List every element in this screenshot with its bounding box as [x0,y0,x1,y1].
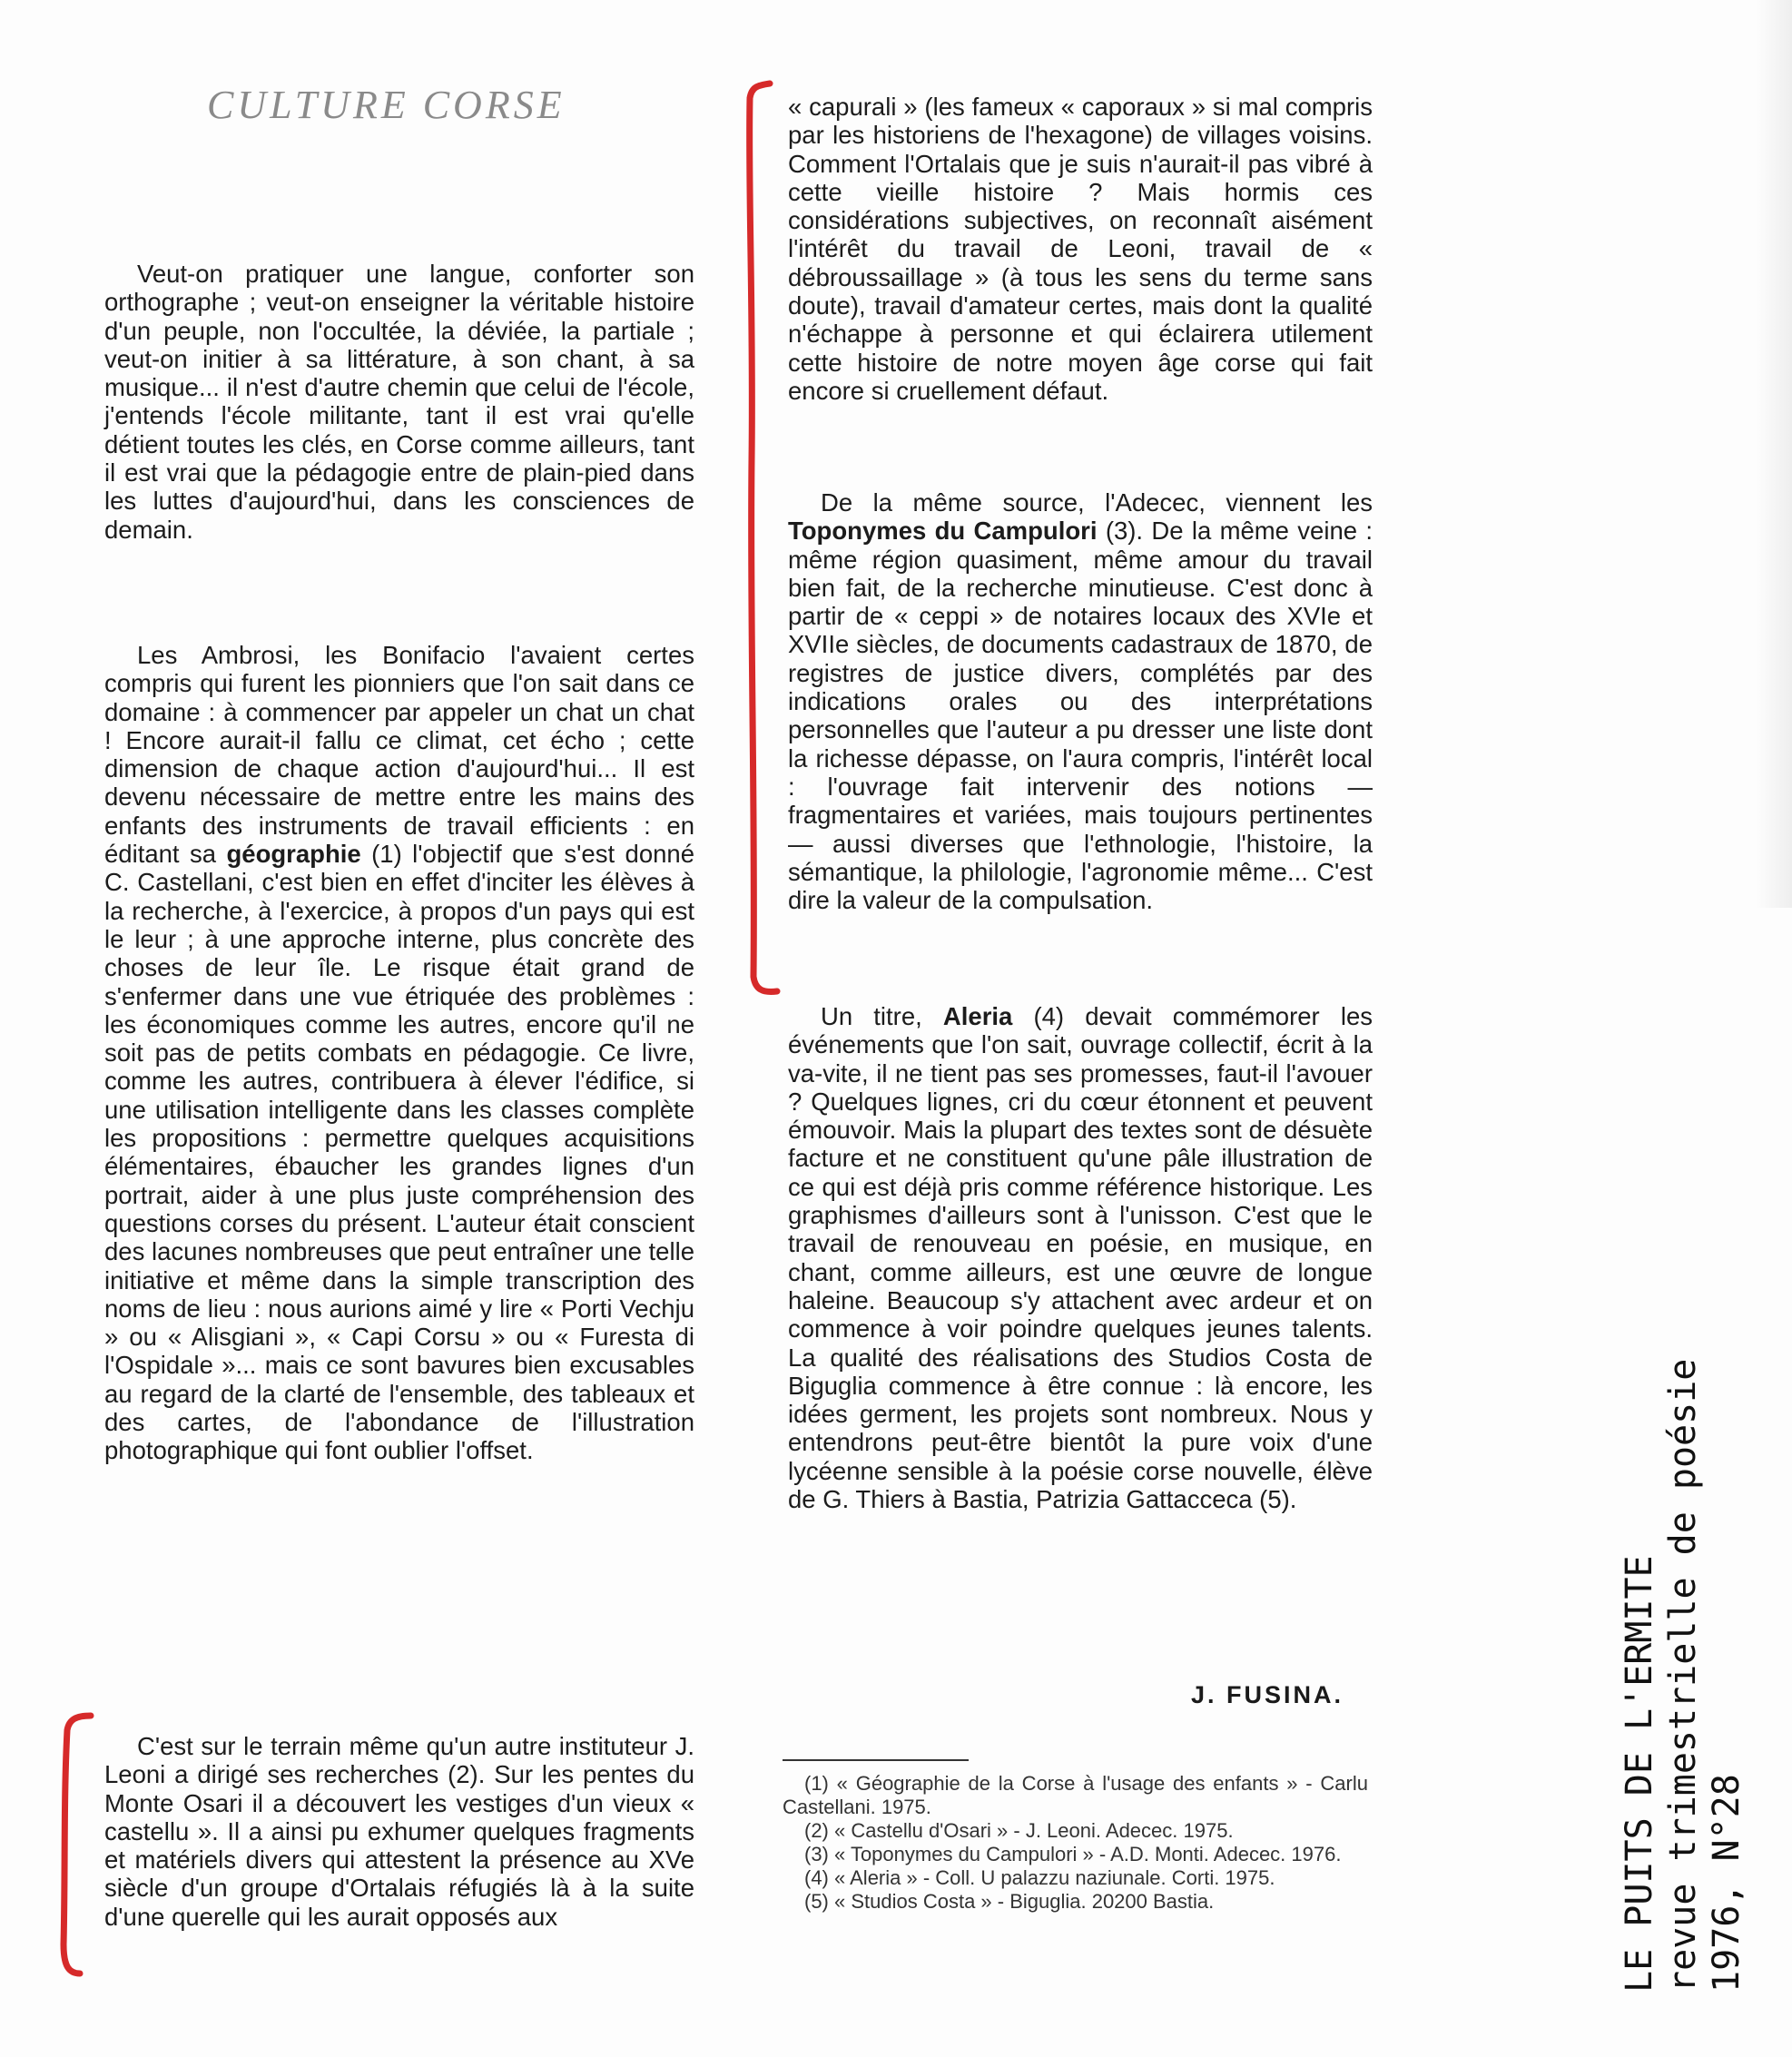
paragraph-text-end: (1) l'objectif que s'est donné C. Castellani, c'est bien en effet d'inciter les élèves à la recherche, à l'exercice, à propos d'un pays qui est le leur ; à une approche interne, plus concrète des choses de leur île. Le risque était grand de s'enfermer dans une vue étriquée des problèmes : les économiques comme les autres, encore qu'il ne soit pas de petits combats en pédagogie. Ce livre, comme les autres, contribuera à élever l'édifice, si une utilisation intelligente dans les classes complète les propositions : permettre quelques acquisitions élémentaires, ébaucher les grandes lignes d'un portrait, aider à une plus juste compréhension des questions corses du présent. L'auteur était conscient des lacunes nombreuses que peut entraîner une telle initiative et même dans la simple transcription des noms de lieu : nous aurions aimé y lire « Porti Vechju » ou « Alisgiani », « Capi Corsu » ou « Furesta di l'Ospidale »... mais ce sont bavures bien excusables au regard de la clarté de l'ensemble, des tableaux et des cartes, de l'abondance de l'illustration photographique qui font oublier l'offset. [104,840,694,1465]
author-signature: J. FUSINA. [1190,1681,1344,1708]
red-marker-bracket-right-column [735,78,781,1004]
left-column-paragraph-1 [104,260,694,544]
footnote-rule [783,1759,969,1761]
caption-line-3: 1976, N°28 [1706,1774,1748,1993]
scan-edge-shadow [1756,0,1792,908]
paragraph-text: C'est sur le terrain même qu'un autre instituteur J. Leoni a dirigé ses recherches (2). Sur les pentes du Monte Osari il a découvert les vestiges d'un vieux « castellu ». Il a ainsi pu exhumer quelques fragments et matériels divers qui attestent la présence au XVe siècle d'un groupe d'Ortalais réfugiés là à la suite d'une querelle qui les aurait opposés aux [104,1732,694,1931]
right-column-paragraph-3 [788,1002,1373,1513]
book-title-geographie: géographie [226,840,361,869]
caption-line-1: LE PUITS DE L'ERMITE [1619,1555,1660,1993]
paragraph-text-start: De la même source, l'Adecec, viennent les [821,488,1373,517]
footnote-3: (3) « Toponymes du Campulori » - A.D. Monti. Adecec. 1976. [804,1843,1342,1865]
left-column-paragraph-2 [104,641,694,1465]
book-title-toponymes: Toponymes du Campulori [788,517,1098,546]
paragraph-text-end: (4) devait commémorer les événements que l'on sait, ouvrage collectif, écrit à la va-vite, il ne tient pas ses promesses, faut-il l'avouer ? Quelques lignes, cri du cœur étonnent et peuvent émouvoir. Mais la plupart des textes sont de désuète facture et ne constituent qu'une pâle illustration de ce qui est déjà pris comme référence historique. Les graphismes d'ailleurs sont à l'unisson. C'est que le travail de renouveau en poésie, en musique, en chant, comme ailleurs, est une œuvre de longue haleine. Beaucoup s'y attachent avec ardeur et on commence à voir poindre quelques jeunes talents. La qualité des réalisations des Studios Costa de Biguglia commence à être connue : là encore, les idées germent, les projets sont nombreux. Nous y entendrons peut-être bientôt la pure voix d'une lycéenne sensible à la poésie corse nouvelle, élève de G. Thiers à Bastia, Patrizia Gattacceca (5). [788,1002,1373,1514]
paragraph-text-end: (3). De la même veine : même région quasiment, même amour du travail bien fait, de la recherche minutieuse. C'est donc à partir de « ceppi » de notaires locaux des XVIe et XVIIe siècles, de documents cadastraux de 1870, de registres de justice divers, complétés par des indications orales ou des interprétations personnelles que l'auteur a pu dresser une liste dont la richesse dépasse, on l'aura compris, l'intérêt local : l'ouvrage fait intervenir des notions — fragmentaires et variées, mais toujours pertinentes — aussi diverses que l'ethnologie, l'histoire, la sémantique, la philologie, l'agronomie même... C'est dire la valeur de la compulsation. [788,517,1373,915]
paragraph-text [788,1002,1373,1513]
book-title-aleria: Aleria [942,1002,1013,1030]
left-column-paragraph-3 [104,1732,694,1931]
footnote-4: (4) « Aleria » - Coll. U palazzu naziunale. Corti. 1975. [804,1866,1275,1889]
red-marker-bracket-left-column [44,1708,98,1990]
paragraph-text-start: Un titre, [821,1002,943,1030]
right-column-paragraph-2 [788,488,1373,914]
paragraph-text-start: Les Ambrosi, les Bonifacio l'avaient certes compris qui furent les pionniers que l'on sait dans ce domaine : à commencer par appeler un chat un chat ! Encore aurait-il fallu ce climat, cet écho ; cette dimension de chaque action d'aujourd'hui... Il est devenu nécessaire de mettre entre les mains des enfants des instruments de travail efficients : en éditant sa [104,641,694,869]
footnote-5: (5) « Studios Costa » - Biguglia. 20200 Bastia. [804,1890,1215,1913]
paragraph-text [788,488,1373,914]
paragraph-text [104,641,694,1465]
footnote-2: (2) « Castellu d'Osari » - J. Leoni. Adecec. 1975. [804,1819,1234,1842]
footnotes [783,1772,1368,1914]
section-heading: CULTURE CORSE [207,83,566,127]
paragraph-text: Veut-on pratiquer une langue, conforter son orthographe ; veut-on enseigner la véritable histoire d'un peuple, non l'occultée, la déviée, la partiale ; veut-on initier à sa littérature, à son chant, à sa musique... il n'est d'autre chemin que celui de l'école, j'entends l'école militante, tant il est vrai qu'elle détient toutes les clés, en Corse comme ailleurs, tant il est vrai que la pédagogie entre de plain-pied dans les luttes d'aujourd'hui, dans les consciences de demain. [104,260,694,544]
paragraph-text: « capurali » (les fameux « caporaux » si mal compris par les historiens de l'hexagone) de villages voisins. Comment l'Ortalais que je suis n'aurait-il pas vibré à cette vieille histoire ? Mais hormis ces considérations subjectives, on reconnaît aisément l'intérêt du travail de Leoni, travail de « débroussaillage » (à tous les sens du terme sans doute), travail d'amateur certes, mais dont la qualité n'échappe à personne et qui éclairera utilement cette histoire de notre moyen âge corse qui fait encore si cruellement défaut. [788,93,1373,405]
right-column-paragraph-1 [788,93,1373,405]
footnote-1: (1) « Géographie de la Corse à l'usage des enfants » - Carlu Castellani. 1975. [783,1772,1368,1818]
publication-caption [1618,1359,1748,1993]
caption-line-2: revue trimestrielle de poésie [1662,1358,1704,1993]
